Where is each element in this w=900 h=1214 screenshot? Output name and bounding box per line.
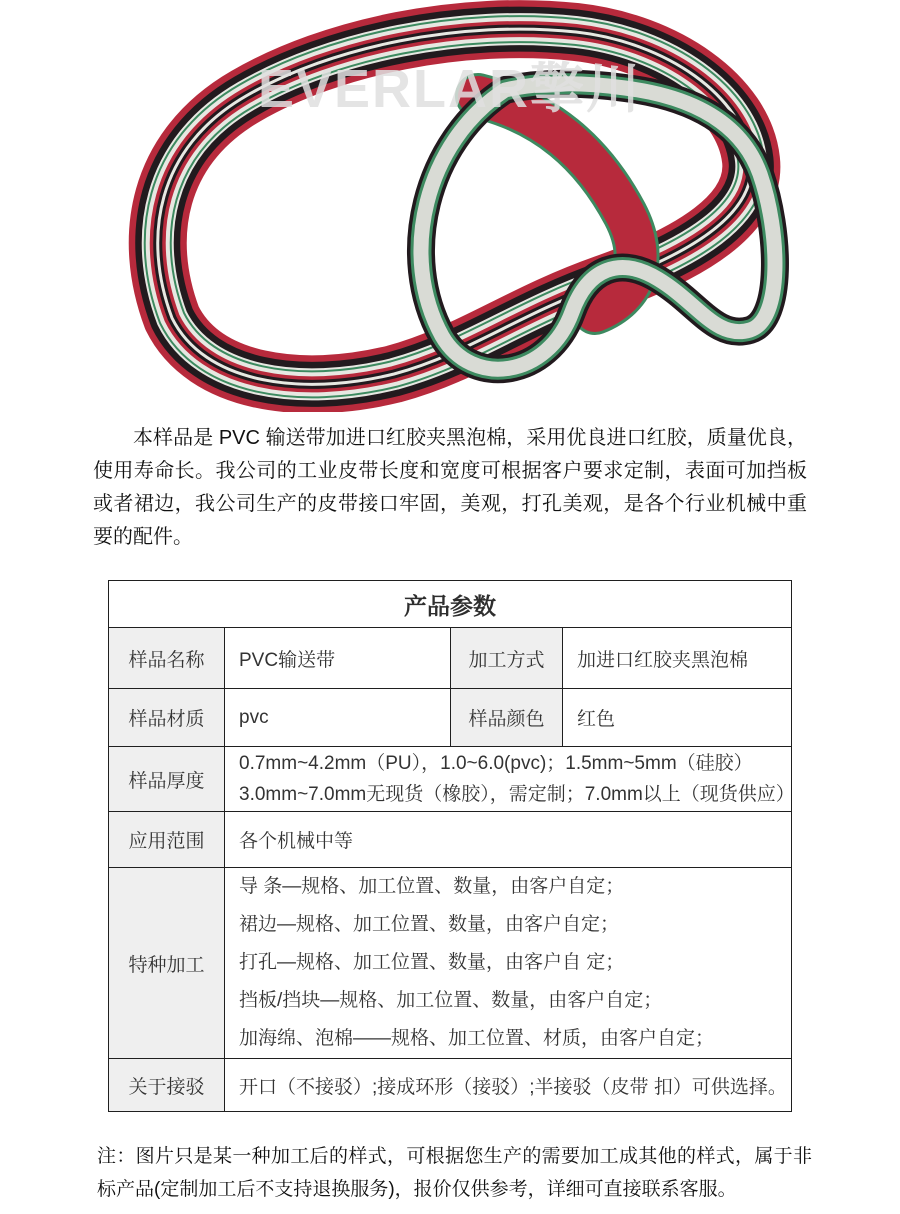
param-label-application: 应用范围 — [109, 812, 225, 868]
param-value-thickness — [225, 747, 795, 812]
param-value-color: 红色 — [563, 689, 792, 747]
special-line-skirt: 裙边—规格、加工位置、数量，由客户自定； — [239, 914, 620, 935]
param-value-special-process — [225, 868, 792, 1059]
param-label-sample-name: 样品名称 — [109, 628, 225, 689]
param-value-sample-name: PVC输送带 — [225, 628, 451, 689]
table-row — [109, 747, 792, 812]
param-label-color: 样品颜色 — [451, 689, 563, 747]
param-value-application: 各个机械中等 — [225, 812, 792, 868]
param-value-material: pvc — [225, 689, 451, 747]
table-row — [109, 812, 792, 868]
table-row — [109, 689, 792, 747]
table-title: 产品参数 — [109, 581, 792, 628]
footer-note: 注：图片只是某一种加工后的样式，可根据您生产的需要加工成其他的样式，属于非标产品(定制加工后不支持退换服务)，报价仅供参考，详细可直接联系客服。 — [97, 1146, 812, 1200]
special-line-guide-strip: 导 条—规格、加工位置、数量，由客户自定； — [239, 876, 625, 897]
thickness-line-2: 3.0mm~7.0mm无现货（橡胶），需定制；7.0mm以上（现货供应） — [239, 784, 795, 805]
table-row — [109, 628, 792, 689]
product-figure — [0, 0, 900, 412]
special-line-punching: 打孔—规格、加工位置、数量，由客户自 定； — [239, 952, 625, 973]
param-label-special-process: 特种加工 — [109, 868, 225, 1059]
product-parameters-table — [108, 580, 795, 1112]
param-label-material: 样品材质 — [109, 689, 225, 747]
param-label-process-type: 加工方式 — [451, 628, 563, 689]
conveyor-belt-image — [0, 0, 900, 412]
special-line-baffle: 挡板/挡块—规格、加工位置、数量，由客户自定； — [239, 990, 663, 1011]
param-value-process-type: 加进口红胶夹黑泡棉 — [563, 628, 792, 689]
brand-watermark: EVERLAR擎川 — [257, 59, 643, 119]
special-line-foam: 加海绵、泡棉——规格、加工位置、材质，由客户自定； — [239, 1028, 715, 1049]
table-row — [109, 868, 792, 1059]
thickness-line-1: 0.7mm~4.2mm（PU），1.0~6.0(pvc)；1.5mm~5mm（硅胶） — [239, 753, 753, 774]
table-row — [109, 1059, 792, 1112]
intro-paragraph: 本样品是 PVC 输送带加进口红胶夹黑泡棉，采用优良进口红胶，质量优良，使用寿命长。我公司的工业皮带长度和宽度可根据客户要求定制，表面可加挡板或者裙边，我公司生产的皮带接口牢固，美观，打孔美观，是各个行业机械中重要的配件。 — [93, 427, 807, 548]
param-label-joint: 关于接驳 — [109, 1059, 225, 1112]
param-value-joint: 开口（不接驳）;接成环形（接驳）;半接驳（皮带 扣）可供选择。 — [225, 1059, 792, 1112]
table-title-row — [109, 581, 792, 628]
param-label-thickness: 样品厚度 — [109, 747, 225, 812]
